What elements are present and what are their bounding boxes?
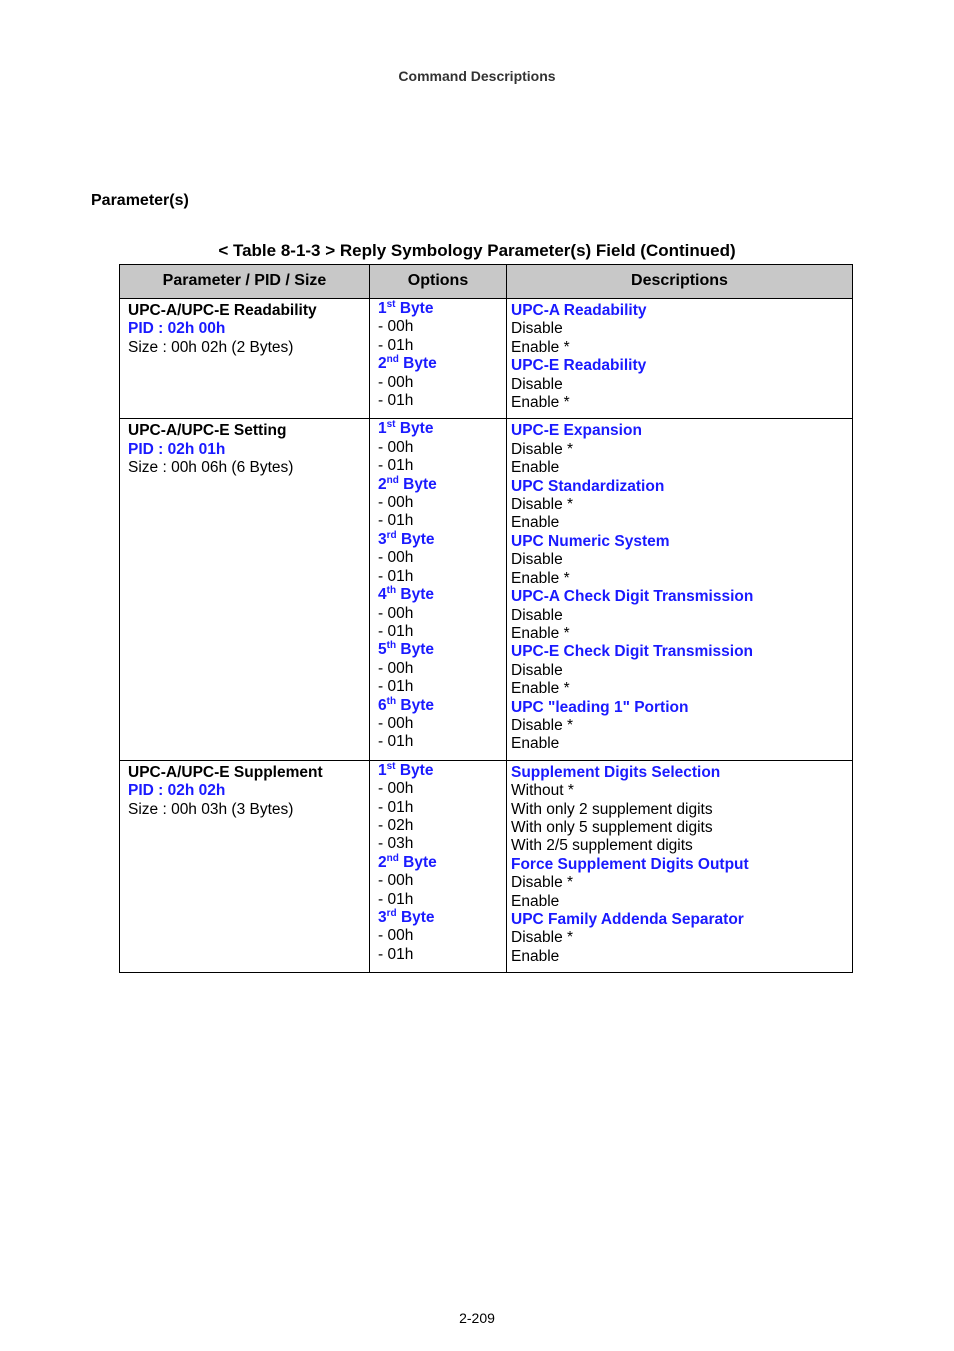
column-header-options: Options bbox=[370, 265, 507, 299]
option-value: - 00h bbox=[378, 714, 414, 732]
option-value: - 01h bbox=[378, 512, 414, 530]
parameter-cell bbox=[120, 299, 370, 419]
description-value: Enable * bbox=[511, 680, 570, 698]
description-value: Disable * bbox=[511, 440, 574, 458]
description-title: UPC-E Expansion bbox=[511, 422, 642, 440]
parameter-name: UPC-A/UPC-E Setting bbox=[128, 422, 287, 440]
byte-label bbox=[378, 476, 502, 494]
byte-label bbox=[378, 586, 502, 604]
option-value: - 01h bbox=[378, 567, 414, 585]
byte-label bbox=[378, 355, 502, 373]
byte-label bbox=[378, 531, 502, 549]
options-cell bbox=[370, 760, 507, 972]
description-title: UPC Standardization bbox=[511, 477, 665, 495]
byte-word: Byte bbox=[399, 300, 434, 317]
option-value: - 00h bbox=[378, 780, 414, 798]
description-title: UPC "leading 1" Portion bbox=[511, 698, 689, 716]
description-value: Enable bbox=[511, 947, 560, 965]
parameter-cell bbox=[120, 419, 370, 760]
options-cell bbox=[370, 419, 507, 760]
option-value: - 01h bbox=[378, 798, 414, 816]
table-row bbox=[120, 419, 853, 760]
table-header-row bbox=[120, 265, 853, 299]
byte-number: 2 bbox=[378, 355, 387, 373]
byte-label bbox=[378, 762, 502, 780]
byte-ordinal: nd bbox=[386, 474, 399, 486]
byte-word: Byte bbox=[403, 475, 437, 493]
description-title: UPC-A Readability bbox=[511, 302, 647, 319]
byte-ordinal: th bbox=[386, 640, 397, 652]
byte-ordinal: st bbox=[386, 299, 396, 310]
byte-number: 2 bbox=[378, 853, 387, 871]
byte-ordinal: st bbox=[386, 760, 396, 772]
parameters-table bbox=[119, 264, 853, 973]
column-header-descriptions: Descriptions bbox=[507, 265, 853, 299]
description-title: UPC-A Check Digit Transmission bbox=[511, 588, 754, 606]
option-value: - 01h bbox=[378, 733, 414, 751]
byte-label bbox=[378, 420, 502, 438]
description-value: Disable bbox=[511, 606, 563, 624]
description-title: UPC Numeric System bbox=[511, 532, 670, 550]
byte-word: Byte bbox=[400, 696, 434, 714]
byte-label bbox=[378, 854, 502, 872]
byte-ordinal: rd bbox=[386, 529, 397, 541]
option-value: - 00h bbox=[378, 927, 414, 945]
option-value: - 00h bbox=[378, 494, 414, 512]
byte-number: 1 bbox=[378, 420, 387, 438]
byte-ordinal: th bbox=[386, 585, 397, 597]
option-value: - 01h bbox=[378, 392, 414, 410]
parameter-cell bbox=[120, 760, 370, 972]
options-cell bbox=[370, 299, 507, 419]
option-value: - 01h bbox=[378, 678, 414, 696]
option-value: - 00h bbox=[378, 549, 414, 567]
description-value: Disable * bbox=[511, 496, 574, 514]
parameter-size: Size : 00h 06h (6 Bytes) bbox=[128, 459, 294, 477]
byte-word: Byte bbox=[399, 761, 434, 779]
description-value: With only 2 supplement digits bbox=[511, 800, 713, 818]
description-value: Enable * bbox=[511, 338, 570, 356]
parameter-name: UPC-A/UPC-E Readability bbox=[128, 302, 317, 319]
description-title: UPC-E Check Digit Transmission bbox=[511, 643, 754, 661]
byte-word: Byte bbox=[400, 530, 435, 548]
option-value: - 03h bbox=[378, 835, 414, 853]
byte-ordinal: th bbox=[386, 695, 397, 707]
byte-word: Byte bbox=[400, 641, 434, 659]
page-number: 2-209 bbox=[459, 1310, 495, 1326]
parameter-pid: PID : 02h 01h bbox=[128, 440, 226, 458]
byte-ordinal: st bbox=[386, 419, 396, 431]
table-row bbox=[120, 760, 853, 972]
section-heading: Parameter(s) bbox=[91, 192, 189, 209]
option-value: - 00h bbox=[378, 318, 414, 336]
description-value: Disable * bbox=[511, 929, 574, 947]
option-value: - 01h bbox=[378, 890, 414, 908]
description-title: UPC Family Addenda Separator bbox=[511, 911, 744, 928]
option-value: - 00h bbox=[378, 438, 414, 456]
parameter-name: UPC-A/UPC-E Supplement bbox=[128, 763, 323, 781]
description-value: Enable * bbox=[511, 569, 570, 587]
description-value: Disable bbox=[511, 661, 563, 679]
byte-word: Byte bbox=[403, 853, 437, 871]
byte-label bbox=[378, 300, 502, 318]
description-value: Disable bbox=[511, 320, 563, 338]
descriptions-cell bbox=[507, 760, 853, 972]
byte-label bbox=[378, 697, 502, 715]
byte-ordinal: nd bbox=[386, 852, 399, 864]
byte-number: 3 bbox=[378, 530, 387, 548]
description-title: Supplement Digits Selection bbox=[511, 763, 721, 781]
byte-number: 4 bbox=[378, 586, 387, 604]
byte-number: 3 bbox=[378, 909, 387, 926]
byte-number: 1 bbox=[378, 300, 387, 317]
description-value: Without * bbox=[511, 782, 574, 800]
parameter-pid: PID : 02h 02h bbox=[128, 782, 226, 800]
column-header-parameter: Parameter / PID / Size bbox=[120, 265, 370, 299]
description-value: Disable bbox=[511, 551, 563, 569]
option-value: - 01h bbox=[378, 457, 414, 475]
byte-number: 2 bbox=[378, 475, 387, 493]
description-value: Enable * bbox=[511, 394, 570, 412]
option-value: - 00h bbox=[378, 872, 414, 890]
byte-ordinal: rd bbox=[386, 908, 397, 919]
description-value: Disable bbox=[511, 375, 563, 393]
byte-word: Byte bbox=[400, 909, 435, 926]
description-value: With 2/5 supplement digits bbox=[511, 837, 693, 855]
byte-number: 6 bbox=[378, 696, 387, 714]
parameter-size: Size : 00h 03h (3 Bytes) bbox=[128, 800, 294, 818]
table-row bbox=[120, 299, 853, 419]
description-value: With only 5 supplement digits bbox=[511, 818, 713, 836]
option-value: - 00h bbox=[378, 373, 414, 391]
parameter-pid: PID : 02h 00h bbox=[128, 320, 226, 338]
option-value: - 01h bbox=[378, 622, 414, 640]
descriptions-cell bbox=[507, 419, 853, 760]
description-value: Enable bbox=[511, 459, 560, 477]
option-value: - 01h bbox=[378, 945, 414, 963]
byte-word: Byte bbox=[399, 420, 434, 438]
byte-ordinal: nd bbox=[386, 354, 399, 366]
byte-number: 1 bbox=[378, 761, 387, 779]
description-value: Enable bbox=[511, 514, 560, 532]
description-value: Enable bbox=[511, 735, 560, 753]
byte-word: Byte bbox=[403, 355, 437, 373]
table-caption: < Table 8-1-3 > Reply Symbology Parameter(s) Field (Continued) bbox=[218, 241, 736, 260]
option-value: - 02h bbox=[378, 816, 414, 834]
description-title: UPC-E Readability bbox=[511, 357, 647, 375]
option-value: - 01h bbox=[378, 336, 414, 354]
byte-number: 5 bbox=[378, 641, 387, 659]
description-value: Enable bbox=[511, 892, 560, 910]
description-title: Force Supplement Digits Output bbox=[511, 855, 749, 873]
byte-word: Byte bbox=[400, 586, 434, 604]
parameter-size: Size : 00h 02h (2 Bytes) bbox=[128, 338, 294, 356]
description-value: Disable * bbox=[511, 716, 574, 734]
byte-label bbox=[378, 909, 502, 927]
page-header: Command Descriptions bbox=[398, 68, 556, 84]
option-value: - 00h bbox=[378, 604, 414, 622]
descriptions-cell bbox=[507, 299, 853, 419]
byte-label bbox=[378, 641, 502, 659]
option-value: - 00h bbox=[378, 659, 414, 677]
description-value: Enable * bbox=[511, 624, 570, 642]
description-value: Disable * bbox=[511, 874, 574, 892]
